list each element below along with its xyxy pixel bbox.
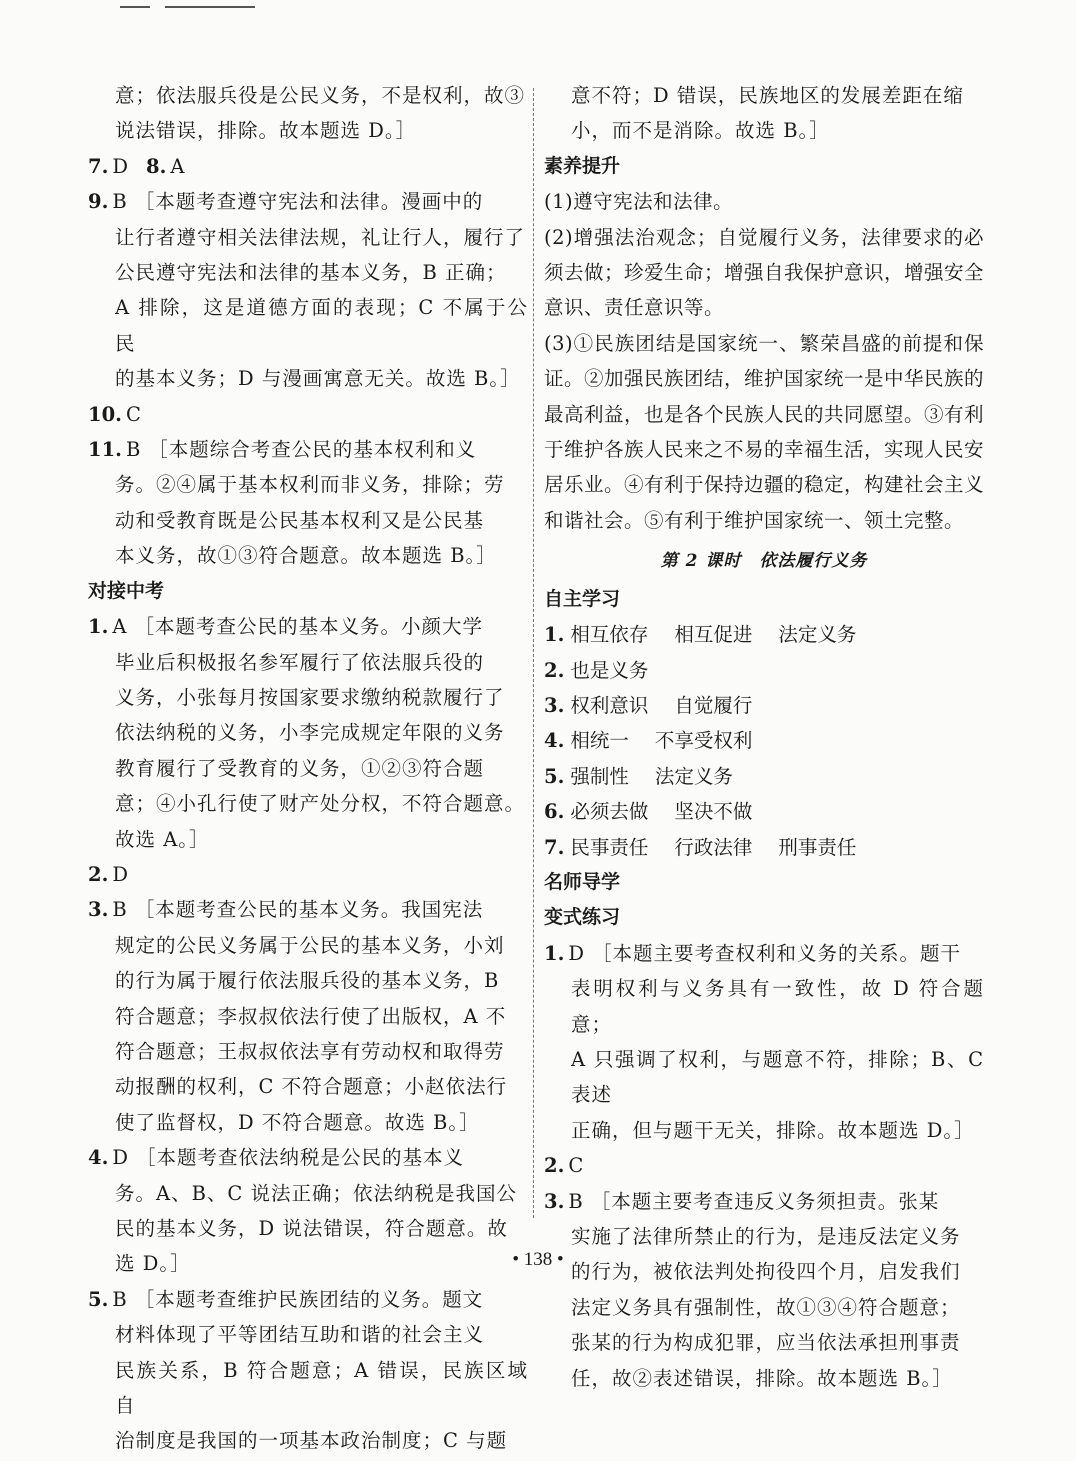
fill-item [544,617,984,652]
answer-item [544,1184,984,1219]
answer-item [88,432,528,467]
question-number: 4. [544,729,565,753]
answer-letter: D [112,862,128,886]
fill-answer: 相互促进 [674,623,753,647]
question-number: 7. [88,154,109,178]
explanation-line: 教育履行了受教育的义务，①②③符合题 [115,756,485,780]
explanation-line: 符合题意；李叔叔依法行使了出版权，A 不 [115,1004,507,1028]
explanation-line: 实施了法律所禁止的行为，是违反法定义务 [571,1225,961,1248]
fill-item [544,653,984,688]
fill-item [544,794,984,829]
explanation-line: ［本题主要考查权利和义务的关系。题干 [592,941,962,965]
question-number: 1. [88,615,109,639]
explanation-line: 治制度是我国的一项基本政治制度；C 与题 [115,1429,508,1453]
fill-in-answers [544,617,984,865]
explanation-line: A 排除，这是道德方面的表现；C 不属于公民 [115,296,528,355]
fill-answer: 相互依存 [570,623,649,647]
answer-item [88,892,528,927]
continued-line: 说法错误，排除。故本题选 D。］ [115,119,417,143]
explanation-line: 本义务，故①③符合题意。故本题选 B。］ [115,544,497,568]
question-number: 9. [88,190,109,214]
fill-answer: 权利意识 [570,693,649,717]
fill-answer: 坚决不做 [674,800,753,824]
explanation-line: 的行为属于履行依法服兵役的基本义务，B [115,969,500,993]
explanation-line: 的行为，被依法判处拘役四个月，启发我们 [571,1260,961,1284]
explanation-line: ［本题主要考查违反义务须担责。张某 [590,1189,940,1213]
continued-line: 意；依法服兵役是公民义务，不是权利，故③ [115,84,526,107]
explanation-line: 公民遵守宪法和法律的基本义务，B 正确； [115,261,507,285]
column-divider [533,88,534,1218]
answer-letter: B [112,190,127,214]
page-number: • 138 • [512,1249,564,1270]
scan-mark [120,6,150,8]
question-number: 11. [88,438,122,462]
explanation-line: 故选 A。］ [115,827,210,851]
fill-answer: 必须去做 [570,800,649,824]
fill-answer: 不享受权利 [654,729,753,753]
fill-answer: 也是义务 [570,658,649,682]
explanation-line: ［本题考查公民的基本义务。小颜大学 [134,615,483,639]
fill-answer: 刑事责任 [778,835,857,859]
right-column [544,78,984,1396]
answer-item [88,857,528,892]
fill-answer: 法定义务 [778,623,857,647]
answer-item [544,936,984,971]
explanation-line: 务。②④属于基本权利而非义务，排除；劳 [115,473,505,497]
question-number: 2. [88,862,109,886]
answer-letter: B [125,438,141,462]
fill-item [544,688,984,723]
explanation-line: 依法纳税的义务，小李完成规定年限的义务 [115,721,505,745]
explanation-line: 义务，小张每月按国家要求缴纳税款履行了 [115,685,505,709]
explanation-line: 正确，但与题干无关，排除。故本题选 D。］ [571,1118,975,1142]
fill-item [544,830,984,865]
continued-line: 小，而不是消除。故选 B。］ [571,119,830,143]
answer-item [88,149,528,184]
question-number: 7. [544,835,565,859]
fill-answer: 相统一 [570,729,629,753]
explanation-line: 毕业后积极报名参军履行了依法服兵役的 [115,650,485,674]
fill-answer: 强制性 [570,764,629,788]
explanation-line: 张某的行为构成犯罪，应当依法承担刑事责 [571,1331,961,1355]
section-heading: 自主学习 [544,587,621,610]
question-number: 5. [88,1287,109,1311]
question-number: 3. [88,898,109,922]
explanation-line: ［本题考查公民的基本义务。我国宪法 [134,898,484,922]
answer-letter: A [170,154,185,178]
question-number: 2. [544,1154,565,1178]
answer-letter: D [112,154,128,178]
explanation-line: 材料体现了平等团结互助和谐的社会主义 [115,1323,485,1347]
explanation-line: 规定的公民义务属于公民的基本义务，小刘 [115,933,505,957]
section-subheading: 变式练习 [544,906,621,929]
fill-item [544,759,984,794]
answer-paragraph: (1)遵守宪法和法律。 [544,190,734,214]
explanation-line: 让行者遵守相关法律法规，礼让行人，履行了 [115,225,526,249]
answer-item [88,1140,528,1175]
continued-line: 意不符；D 错误，民族地区的发展差距在缩 [571,84,964,107]
answer-paragraph: (3)①民族团结是国家统一、繁荣昌盛的前提和保证。②加强民族团结，维护国家统一是中华民族的最高利益，也是各个民族人民的共同愿望。③有利于维护各族人民来之不易的幸福生活，实现人民安居乐业。④有利于保持边疆的稳定，构建社会主义和谐社会。⑤有利于维护国家统一、领土完整。 [544,331,985,532]
explanation-line: 的基本义务；D 与漫画寓意无关。故选 B。］ [115,367,521,391]
lesson-title: 第 2 课时 依法履行义务 [660,551,868,572]
answer-paragraph: (2)增强法治观念；自觉履行义务，法律要求的必须去做；珍爱生命；增强自我保护意识，增强安全意识、责任意识等。 [544,225,985,320]
explanation-line: 符合题意；王叔叔依法享有劳动权和取得劳 [115,1039,505,1063]
question-number: 10. [88,402,122,426]
fill-item [544,723,984,758]
explanation-line: 动报酬的权利，C 不符合题意；小赵依法行 [115,1075,508,1099]
answer-letter: B [568,1189,583,1213]
question-number: 1. [544,623,565,647]
fill-answer: 行政法律 [674,835,753,859]
explanation-line: 意；④小孔行使了财产处分权，不符合题意。 [115,792,526,816]
explanation-line: 民的基本义务，D 说法错误，符合题意。故 [115,1217,508,1240]
explanation-line: ［本题考查依法纳税是公民的基本义 [136,1146,465,1170]
explanation-line: 务。A、B、C 说法正确；依法纳税是我国公 [115,1181,518,1205]
answer-letter: B [112,898,127,922]
question-number: 3. [544,1189,565,1213]
explanation-line: ［本题综合考查公民的基本权利和义 [148,438,477,462]
answer-letter: A [112,615,127,639]
answer-letter: C [125,402,141,426]
explanation-line: 民族关系，B 符合题意；A 错误，民族区域自 [115,1358,528,1418]
answer-item [88,397,528,432]
fill-answer: 自觉履行 [674,693,753,717]
explanation-line: ［本题考查遵守宪法和法律。漫画中的 [134,190,484,214]
answer-item [88,609,528,644]
answer-letter: D [568,941,584,965]
answer-letter: D [112,1146,128,1170]
section-heading: 名师导学 [544,870,621,893]
answer-item [88,184,528,219]
fill-answer: 法定义务 [654,764,733,788]
explanation-line: 选 D。］ [115,1252,191,1276]
answer-item [544,1148,984,1183]
explanation-line: 动和受教育既是公民基本权利又是公民基 [115,508,485,532]
question-number: 2. [544,658,565,682]
explanation-line: 使了监督权，D 不符合题意。故选 B。］ [115,1110,480,1134]
explanation-line: 表明权利与义务具有一致性，故 D 符合题意； [571,977,984,1036]
explanation-line: A 只强调了权利，与题意不符，排除；B、C 表述 [571,1047,984,1107]
question-number: 6. [544,800,565,824]
question-number: 3. [544,693,565,717]
question-number: 4. [88,1146,109,1170]
answer-letter: C [568,1154,584,1178]
question-number: 8. [146,154,167,178]
scan-mark [165,6,255,8]
section-heading: 对接中考 [88,579,165,602]
explanation-line: 任，故②表述错误，排除。故本题选 B。］ [571,1366,953,1390]
answer-letter: B [112,1287,127,1311]
explanation-line: 法定义务具有强制性，故①③④符合题意； [571,1295,961,1319]
explanation-line: ［本题考查维护民族团结的义务。题文 [134,1287,484,1311]
fill-answer: 民事责任 [570,835,649,859]
question-number: 1. [544,941,565,965]
answer-item [88,1282,528,1317]
section-heading: 素养提升 [544,154,621,177]
question-number: 5. [544,764,565,788]
